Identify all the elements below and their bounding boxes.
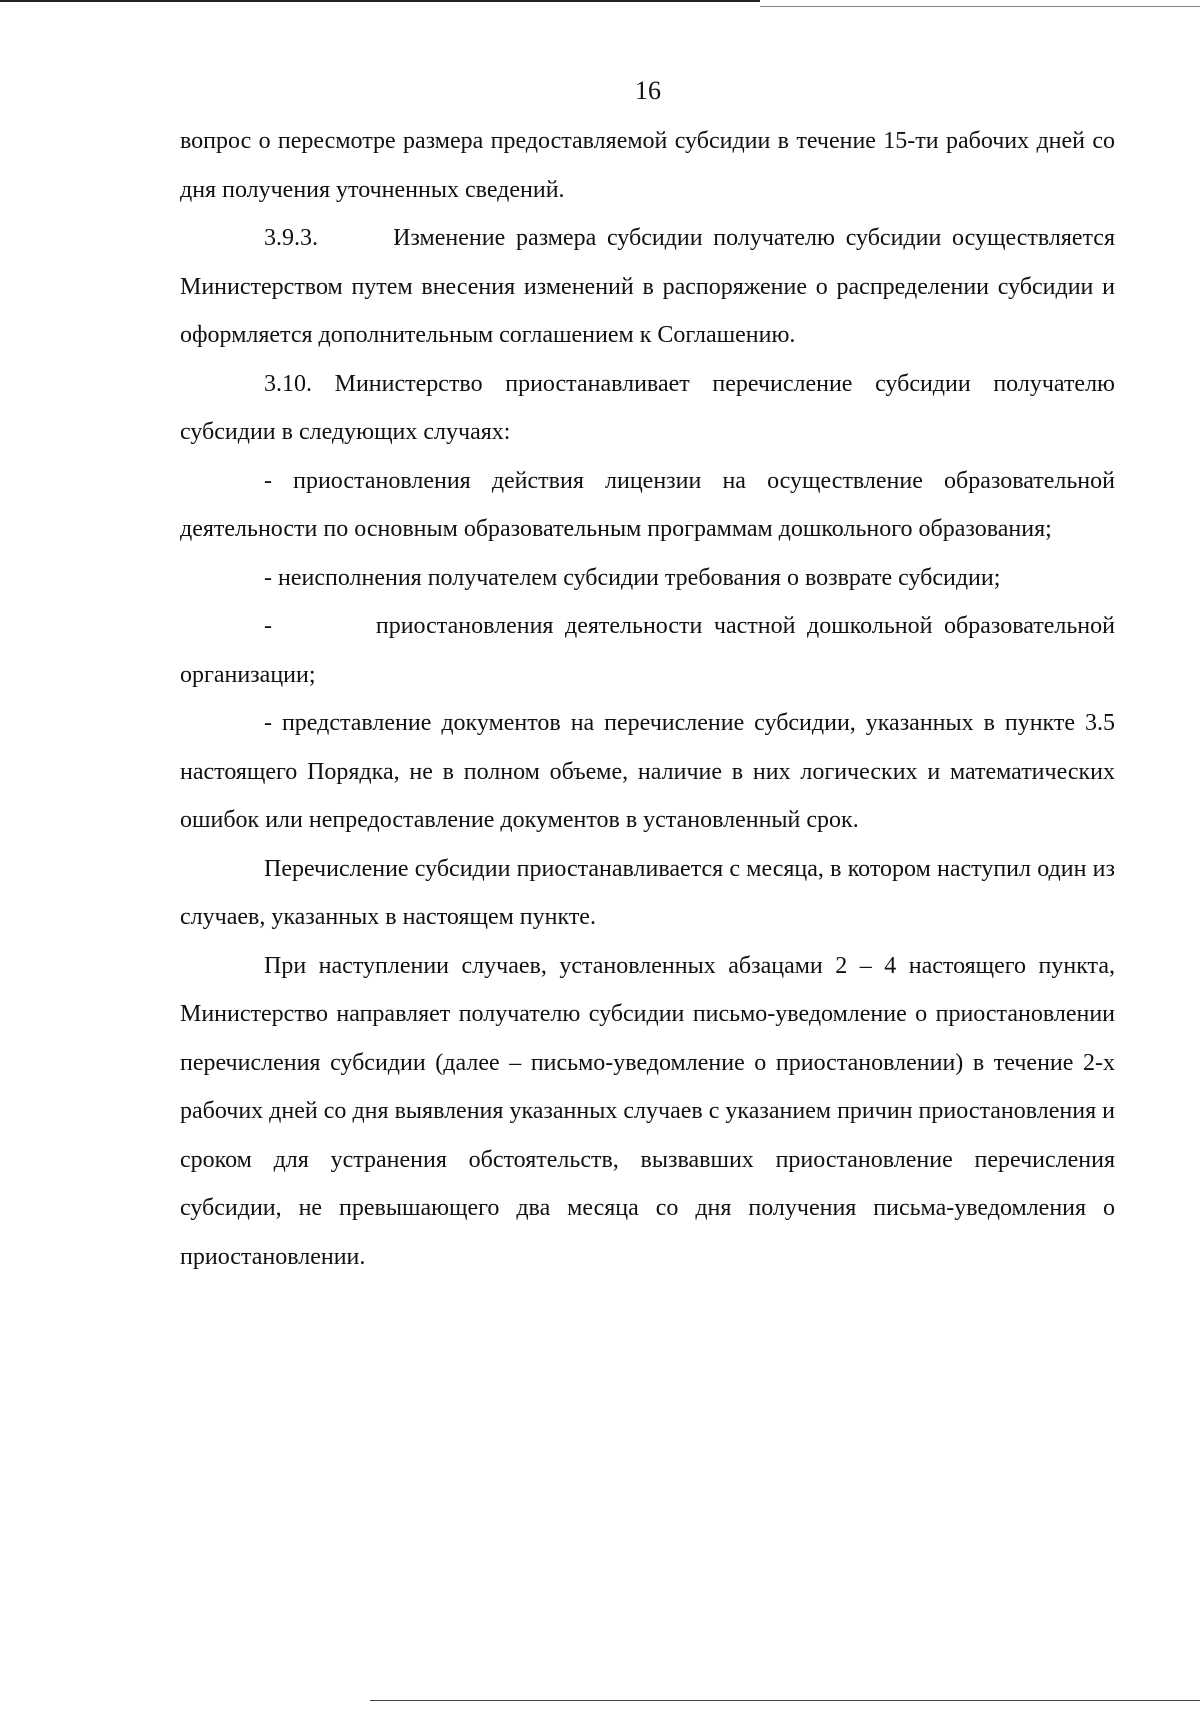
paragraph-9: При наступлении случаев, установленных абзацами 2 – 4 настоящего пункта, Министерство направляет получателю субсидии письмо-уведомление о приостановлении перечисления субсидии (далее – письмо-уведомление о приостановлении) в течение 2-х рабочих дней со дня выявления указанных случаев с указанием причин приостановления и сроком для устранения обстоятельств, вызвавших приостановление перечисления субсидии, не превышающего два месяца со дня получения письма-уведомления о приостановлении.: [180, 952, 1115, 1270]
scan-edge-bottom: [370, 1700, 1200, 1701]
paragraph-5: - неисполнения получателем субсидии требования о возврате субсидии;: [264, 564, 1001, 591]
paragraph-7: - представление документов на перечисление субсидии, указанных в пункте 3.5 настоящего Порядка, не в полном объеме, наличие в них логических и математических ошибок или непредоставление документов в установленный срок.: [180, 710, 1115, 833]
scan-edge-top-right: [760, 6, 1200, 7]
paragraph-6: - приостановления деятельности частной дошкольной образовательной организации;: [180, 613, 1115, 688]
paragraph-2: 3.9.3. Изменение размера субсидии получателю субсидии осуществляется Министерством путем внесения изменений в распоряжение о распределении субсидии и оформляется дополнительным соглашением к Соглашению.: [180, 225, 1115, 348]
document-body: [180, 117, 1115, 1281]
scan-edge-top: [0, 0, 760, 2]
paragraph-3: 3.10. Министерство приостанавливает перечисление субсидии получателю субсидии в следующих случаях:: [180, 370, 1115, 445]
paragraph-8: Перечисление субсидии приостанавливается с месяца, в котором наступил один из случаев, указанных в настоящем пункте.: [180, 855, 1115, 930]
page-number: 16: [635, 76, 661, 105]
paragraph-4: - приостановления действия лицензии на осуществление образовательной деятельности по основным образовательным программам дошкольного образования;: [180, 467, 1115, 542]
paragraph-1: вопрос о пересмотре размера предоставляемой субсидии в течение 15-ти рабочих дней со дня получения уточненных сведений.: [180, 128, 1115, 203]
